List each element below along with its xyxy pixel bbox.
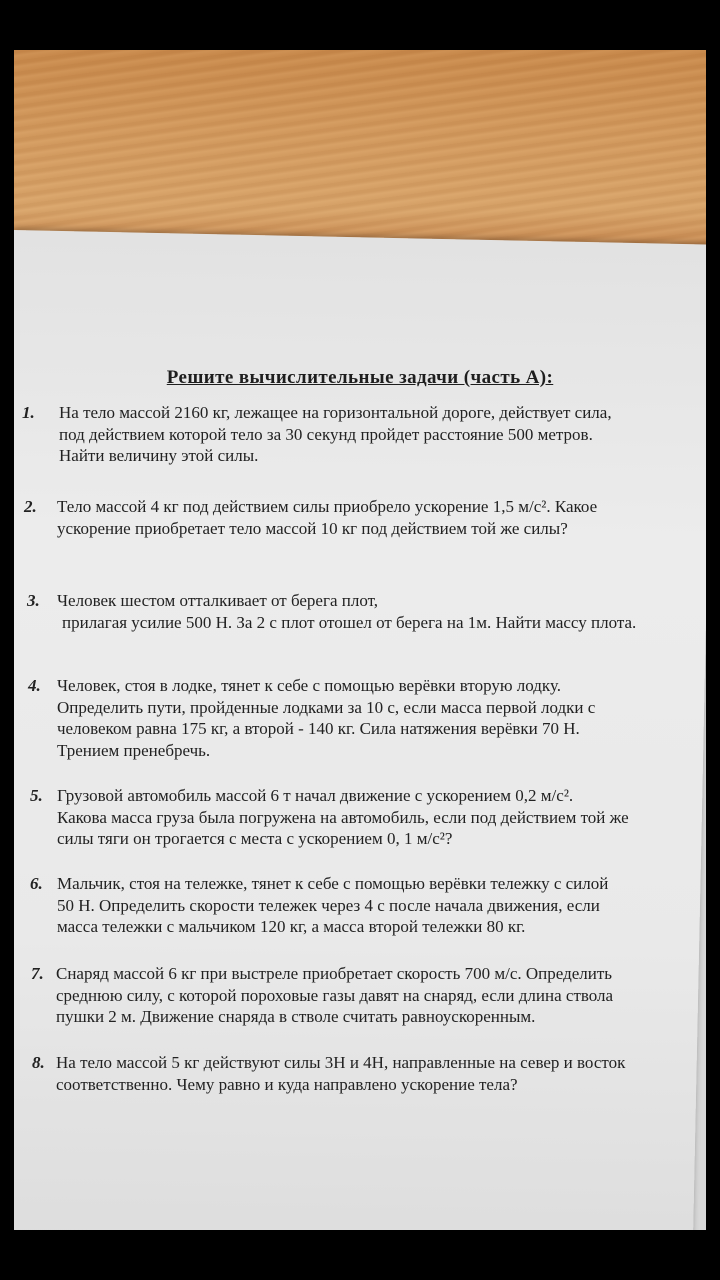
task-line: ускорение приобретает тело массой 10 кг под действием той же силы?	[57, 518, 568, 538]
task-1	[22, 402, 706, 467]
task-line: соответственно. Чему равно и куда направлено ускорение тела?	[56, 1074, 518, 1094]
photo-frame	[14, 50, 706, 1230]
task-number: 3.	[27, 591, 40, 610]
task-line: Человек шестом отталкивает от берега плот,	[57, 591, 378, 610]
task-line: среднюю силу, с которой пороховые газы давят на снаряд, если длина ствола	[56, 985, 614, 1005]
task-2	[22, 496, 706, 539]
task-number: 8.	[32, 1053, 45, 1072]
task-number: 2.	[24, 497, 37, 516]
task-line: прилагая усилие 500 Н. За 2 с плот отошел от берега на 1м. Найти массу плота.	[62, 612, 637, 632]
task-line: под действием которой тело за 30 секунд пройдет расстояние 500 метров.	[59, 424, 593, 444]
task-line: Трением пренебречь.	[57, 740, 211, 760]
task-line: пушки 2 м. Движение снаряда в стволе считать равноускоренным.	[56, 1007, 536, 1026]
task-line: Найти величину этой силы.	[59, 446, 259, 465]
task-line: масса тележки с мальчиком 120 кг, а масса второй тележки 80 кг.	[57, 917, 526, 936]
page-title: Решите вычислительные задачи (часть А):	[166, 367, 554, 388]
task-7	[22, 963, 706, 1028]
task-line: Тело массой 4 кг под действием силы приобрело ускорение 1,5 м/с². Какое	[57, 497, 598, 516]
task-line: Определить пути, пройденные лодками за 10 с, если масса первой лодки с	[57, 697, 596, 717]
task-4	[22, 675, 706, 761]
task-line: Мальчик, стоя на тележке, тянет к себе с помощью верёвки тележку с силой	[57, 874, 609, 893]
task-line: На тело массой 2160 кг, лежащее на горизонтальной дороге, действует сила,	[59, 403, 612, 422]
task-number: 4.	[28, 676, 41, 695]
task-8	[22, 1052, 706, 1095]
task-number: 1.	[22, 403, 35, 422]
task-line: На тело массой 5 кг действуют силы 3Н и 4Н, направленные на север и восток	[56, 1053, 626, 1072]
task-3	[22, 590, 706, 633]
task-line: Какова масса груза была погружена на автомобиль, если под действием той же	[57, 807, 629, 827]
task-line: 50 Н. Определить скорости тележек через 4 с после начала движения, если	[57, 895, 600, 915]
wooden-table-background	[14, 50, 706, 250]
task-line: человеком равна 175 кг, а второй - 140 кг. Сила натяжения верёвки 70 Н.	[57, 719, 580, 738]
task-number: 5.	[30, 786, 43, 805]
task-number: 6.	[30, 874, 43, 893]
task-6	[22, 873, 706, 938]
task-line: Грузовой автомобиль массой 6 т начал движение с ускорением 0,2 м/с².	[57, 786, 574, 805]
task-line: силы тяги он трогается с места с ускорением 0, 1 м/с²?	[57, 829, 453, 848]
task-line: Человек, стоя в лодке, тянет к себе с помощью верёвки вторую лодку.	[57, 676, 561, 695]
task-number: 7.	[31, 964, 44, 983]
task-line: Снаряд массой 6 кг при выстреле приобретает скорость 700 м/с. Определить	[56, 964, 613, 983]
task-5	[22, 785, 706, 850]
